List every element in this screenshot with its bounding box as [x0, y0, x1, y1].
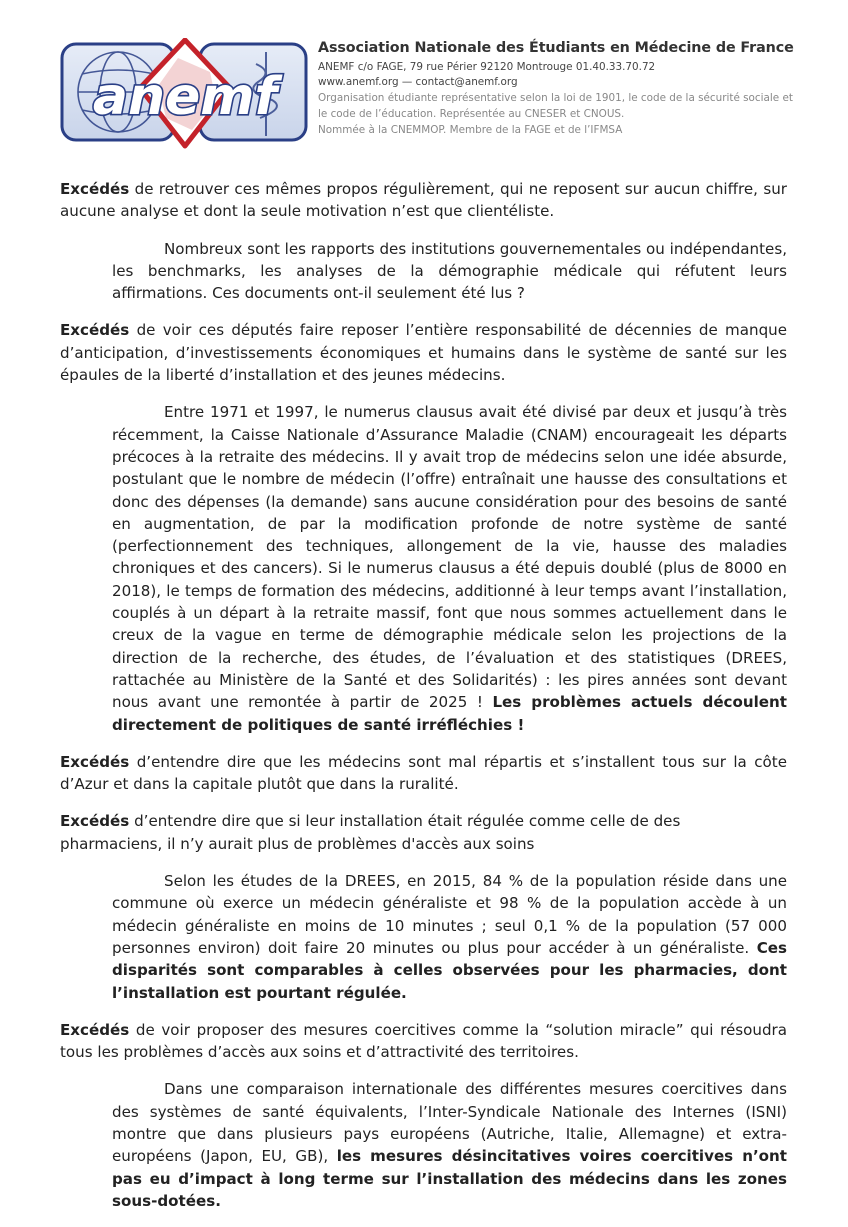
- letterhead: [60, 38, 820, 158]
- organization-web-contact: www.anemf.org — contact@anemf.org: [318, 76, 518, 88]
- lead-word: Excédés: [60, 180, 130, 198]
- paragraph-excedes: Excédés de voir ces députés faire reposer l’entière responsabilité de décennies de manque d’anticipation, d’investissements économiques et humains dans le système de santé sur les épaules de la liberté d’installation et des jeunes médecins.: [60, 321, 787, 385]
- lead-word: Excédés: [60, 812, 130, 831]
- lead-word: Excédés: [60, 1020, 130, 1039]
- logo-wordmark: anemf: [92, 67, 278, 127]
- anemf-logo: [60, 38, 310, 150]
- organization-description-line: le code de l’éducation. Représentée au CNESER et CNOUS.: [318, 108, 625, 120]
- lead-word: Excédés: [60, 752, 130, 771]
- indented-paragraph: Selon les études de la DREES, en 2015, 84 % de la population réside dans une commune où exerce un médecin généraliste et 98 % de la population accède à un médecin généraliste en moins de 10 minutes ; seul 0,1 % de la population (57 000 personnes environ) doit faire 20 minutes ou plus pour accéder à un généraliste. Ces disparités sont comparables à celles observées pour les pharmacies, dont l’installation est pourtant régulée.: [112, 872, 787, 1002]
- paragraph-excedes: Excédés de retrouver ces mêmes propos régulièrement, qui ne reposent sur aucun chiffre, sur aucune analyse et dont la seule motivation n’est que clientéliste.: [60, 180, 787, 221]
- organization-info: [318, 38, 808, 138]
- paragraph-excedes: Excédés d’entendre dire que si leur installation était régulée comme celle de des pharmaciens, il n’y aurait plus de problèmes d'accès aux soins: [60, 812, 681, 853]
- indented-paragraph: Nombreux sont les rapports des institutions gouvernementales ou indépendantes, les benchmarks, les analyses de la démographie médicale qui réfutent leurs affirmations. Ces documents ont-il seulement été lus ?: [112, 239, 787, 303]
- indented-paragraph: Dans une comparaison internationale des différentes mesures coercitives dans des systèmes de santé équivalents, l’Inter-Syndicale Nationale des Internes (ISNI) montre que dans plusieurs pays européens (Autriche, Italie, Allemagne) et extra-européens (Japon, EU, GB), les mesures désincitatives voires coercitives n’ont pas eu d’impact à long terme sur l’installation des médecins dans les zones sous-dotées.: [112, 1080, 788, 1210]
- emphasis-text: Les problèmes actuels découlent directement de politiques de santé irréfléchies !: [112, 693, 787, 734]
- lead-word: Excédés: [60, 321, 130, 340]
- organization-address: ANEMF c/o FAGE, 79 rue Périer 92120 Montrouge 01.40.33.70.72: [318, 61, 656, 73]
- organization-name: Association Nationale des Étudiants en Médecine de France: [318, 40, 794, 56]
- emphasis-text: les mesures désincitatives voires coercitives n’ont pas eu d’impact à long terme sur l’installation des médecins dans les zones sous-dotées.: [112, 1147, 788, 1210]
- paragraph-excedes: Excédés de voir proposer des mesures coercitives comme la “solution miracle” qui résoudra tous les problèmes d’accès aux soins et d’attractivité des territoires.: [60, 1020, 787, 1062]
- emphasis-text: Ces disparités sont comparables à celles observées pour les pharmacies, dont l’installation est pourtant régulée.: [112, 938, 787, 1002]
- organization-description-line: Organisation étudiante représentative selon la loi de 1901, le code de la sécurité sociale et: [318, 92, 793, 104]
- organization-description-line: Nommée à la CNEMMOP. Membre de la FAGE et de l’IFMSA: [318, 124, 623, 136]
- paragraph-excedes: Excédés d’entendre dire que les médecins sont mal répartis et s’installent tous sur la côte d’Azur et dans la capitale plutôt que dans la ruralité.: [60, 752, 787, 794]
- letter-body: [60, 178, 787, 1227]
- indented-paragraph: Entre 1971 et 1997, le numerus clausus avait été divisé par deux et jusqu’à très récemment, la Caisse Nationale d’Assurance Maladie (CNAM) encourageait les départs précoces à la retraite des médecins. Il y avait trop de médecins selon une idée absurde, postulant que le nombre de médecin (l’offre) entraînait une hausse des consultations et donc des dépenses (la demande) sans aucune considération pour des besoins de santé en augmentation, de par la modification profonde de notre système de santé (perfectionnement des techniques, allongement de la vie, hausse des maladies chroniques et des cancers). Si le numerus clausus a été depuis doublé (plus de 8000 en 2018), le temps de formation des médecins, additionné à leur temps avant l’installation, couplés à un départ à la retraite massif, font que nous sommes actuellement dans le creux de la vague en terme de démographie médicale selon les projections de la direction de la recherche, des études, de l’évaluation et des statistiques (DREES, rattachée au Ministère de la Santé et des Solidarités) : les pires années sont devant nous avant une remontée à partir de 2025 ! Les problèmes actuels découlent directement de politiques de santé irréfléchies !: [112, 403, 787, 734]
